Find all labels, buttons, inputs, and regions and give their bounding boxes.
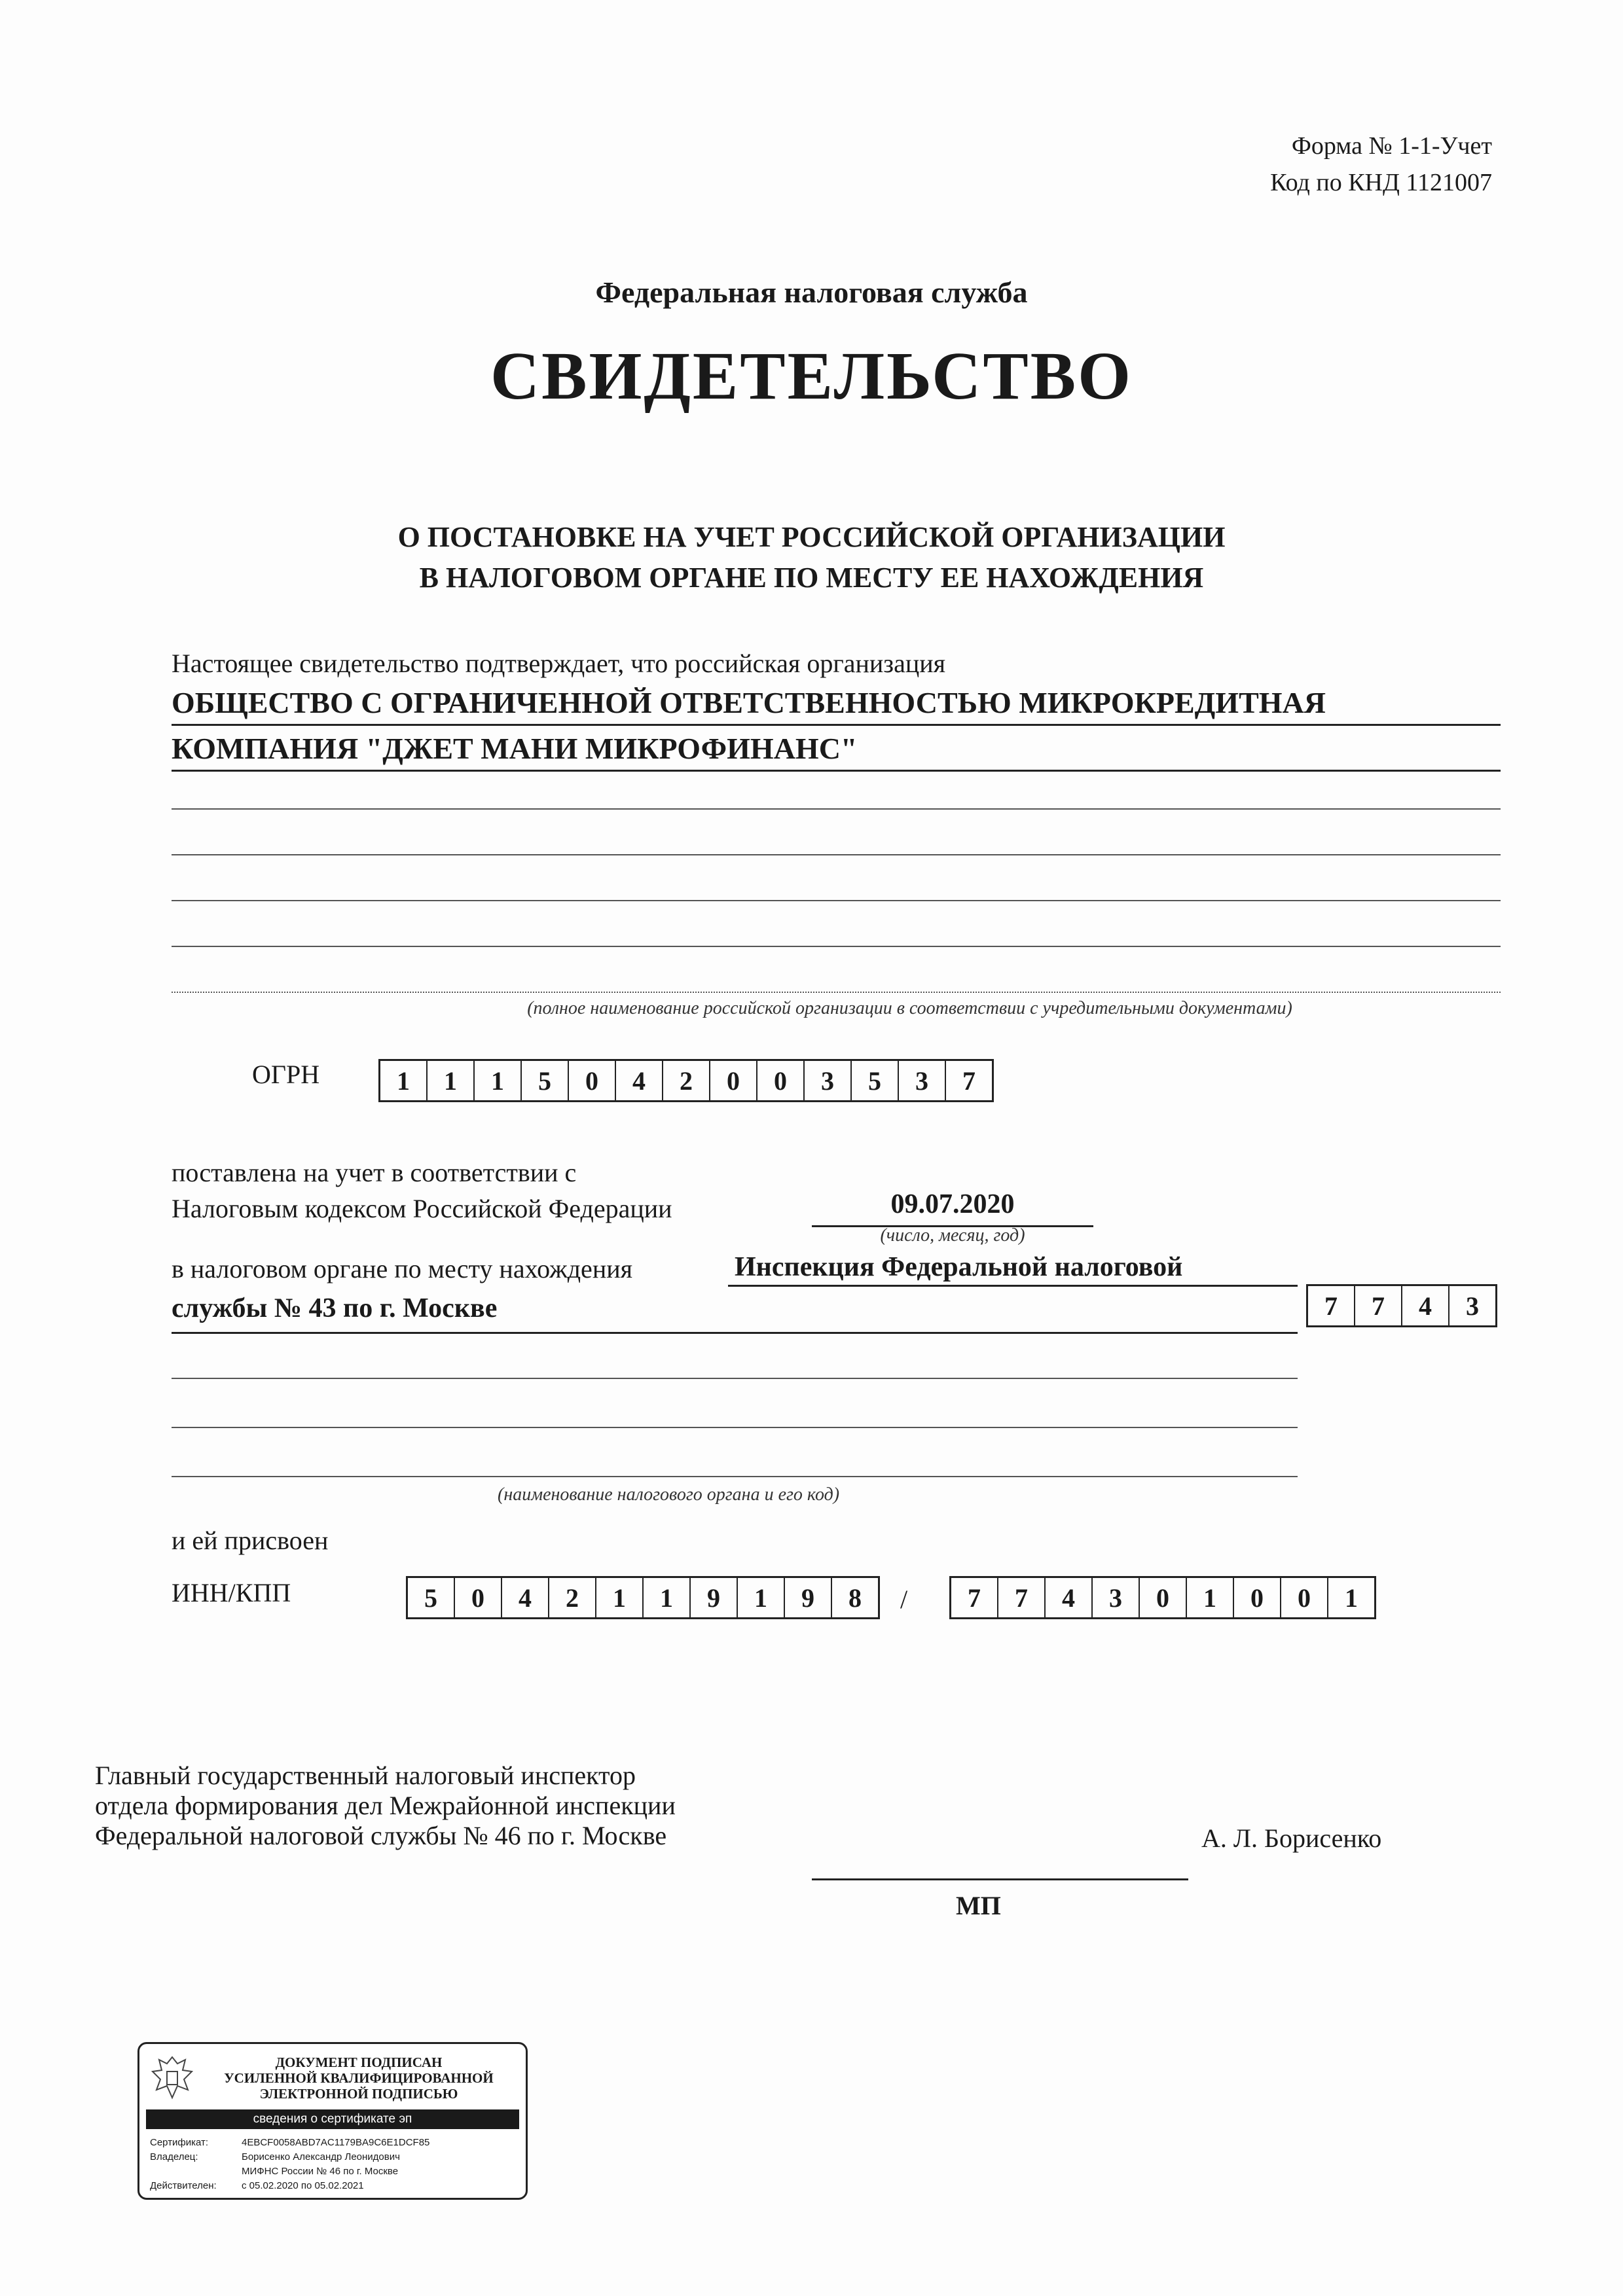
- ogrn-label: ОГРН: [252, 1060, 320, 1089]
- org-name-line-2: [172, 726, 1501, 772]
- subtitle-line-2: В НАЛОГОВОМ ОРГАНЕ ПО МЕСТУ ЕЕ НАХОЖДЕНИЯ: [419, 562, 1204, 594]
- stamp-heading-3: ЭЛЕКТРОННОЙ ПОДПИСЬЮ: [259, 2086, 458, 2102]
- digit-cell: 2: [663, 1061, 710, 1100]
- authority-caption: (наименование налогового органа и его код): [498, 1484, 840, 1505]
- signature-line: [812, 1878, 1188, 1880]
- cert-label: Сертификат:: [150, 2137, 209, 2148]
- blank-line: [172, 808, 1501, 810]
- signatory-line-2: отдела формирования дел Межрайонной инспекции: [95, 1791, 676, 1820]
- digit-cell: 2: [549, 1578, 596, 1617]
- digit-cell: 1: [1345, 1583, 1358, 1613]
- digit-cell: 5: [522, 1061, 569, 1100]
- blank-line: [172, 900, 1501, 901]
- digit-cell: 9: [691, 1578, 738, 1617]
- org-name-text-1: ОБЩЕСТВО С ОГРАНИЧЕННОЙ ОТВЕТСТВЕННОСТЬЮ МИКРОКРЕДИТНАЯ: [172, 686, 1326, 719]
- valid-value: с 05.02.2020 по 05.02.2021: [242, 2180, 364, 2191]
- inn-kpp-label: ИНН/КПП: [172, 1578, 291, 1607]
- blank-line: [172, 1378, 1298, 1379]
- digit-cell: 3: [805, 1061, 852, 1100]
- signatory-line-1: Главный государственный налоговый инспектор: [95, 1761, 636, 1790]
- stamp-heading: [202, 2054, 516, 2102]
- digit-cell: 4: [1046, 1578, 1093, 1617]
- authority-code-cells: [1306, 1284, 1497, 1327]
- digit-cell: 9: [785, 1578, 832, 1617]
- signatory-line-3: Федеральной налоговой службы № 46 по г. Москве: [95, 1821, 667, 1850]
- digit-cell: 0: [1140, 1578, 1187, 1617]
- digit-cell: 1: [738, 1578, 785, 1617]
- stamp-heading-1: ДОКУМЕНТ ПОДПИСАН: [275, 2054, 443, 2070]
- digit-cell: 0: [710, 1061, 757, 1100]
- blank-line: [172, 1476, 1298, 1477]
- digit-cell: 0: [569, 1061, 616, 1100]
- digit-cell: 0: [455, 1578, 502, 1617]
- digit-cell: 1: [428, 1061, 475, 1100]
- cert-value: 4EBCF0058ABD7AC1179BA9C6E1DCF85: [242, 2137, 430, 2148]
- org-name-text-2: КОМПАНИЯ "ДЖЕТ МАНИ МИКРОФИНАНС": [172, 732, 858, 765]
- authority-name-1: Инспекция Федеральной налоговой: [728, 1251, 1298, 1287]
- blank-line: [172, 1427, 1298, 1428]
- service-name: Федеральная налоговая служба: [595, 276, 1028, 309]
- digit-cell: 1: [644, 1578, 691, 1617]
- digit-cell: 7: [951, 1578, 998, 1617]
- document-subtitle: [0, 517, 1623, 598]
- digit-cell: 3: [1466, 1291, 1479, 1321]
- inn-cells: [406, 1576, 880, 1619]
- form-number: Форма № 1-1-Учет: [1291, 132, 1492, 160]
- digit-cell: 4: [1402, 1286, 1450, 1325]
- digit-cell: 7: [998, 1578, 1046, 1617]
- digit-cell: 5: [852, 1061, 899, 1100]
- digit-cell: 5: [408, 1578, 455, 1617]
- knd-code: Код по КНД 1121007: [1270, 169, 1492, 196]
- digit-cell: 0: [1281, 1578, 1328, 1617]
- owner-value: Борисенко Александр Леонидович: [242, 2151, 400, 2162]
- form-code-block: [1270, 128, 1492, 201]
- inn-kpp-separator: /: [900, 1585, 908, 1614]
- kpp-cells: [949, 1576, 1376, 1619]
- digit-cell: 3: [1093, 1578, 1140, 1617]
- digit-cell: 1: [596, 1578, 644, 1617]
- authority-name-2: службы № 43 по г. Москве: [172, 1293, 1298, 1334]
- org-name-caption: (полное наименование российской организации в соответствии с учредительными документами): [527, 998, 1292, 1018]
- signatory-name: А. Л. Борисенко: [1201, 1823, 1382, 1853]
- digit-cell: 8: [848, 1583, 862, 1613]
- seal-place: МП: [956, 1891, 1001, 1920]
- digit-cell: 7: [1308, 1286, 1355, 1325]
- digit-cell: 4: [502, 1578, 549, 1617]
- digit-cell: 7: [962, 1066, 976, 1096]
- ogrn-cells: [378, 1059, 994, 1102]
- registration-date: 09.07.2020: [812, 1189, 1093, 1227]
- document-title: СВИДЕТЕЛЬСТВО: [490, 338, 1133, 414]
- digit-cell: 1: [380, 1061, 428, 1100]
- registration-text-1: поставлена на учет в соответствии с: [172, 1158, 577, 1187]
- stamp-heading-2: УСИЛЕННОЙ КВАЛИФИЦИРОВАННОЙ: [224, 2070, 494, 2086]
- registration-text-2: Налоговым кодексом Российской Федерации: [172, 1194, 672, 1223]
- coat-of-arms-icon: [146, 2052, 198, 2104]
- authority-label: в налоговом органе по месту нахождения: [172, 1254, 633, 1283]
- org-name-line-1: [172, 681, 1501, 726]
- assigned-label: и ей присвоен: [172, 1526, 329, 1555]
- signatory-position: [95, 1761, 676, 1851]
- valid-label: Действителен:: [150, 2180, 217, 2191]
- stamp-bar: сведения о сертификате эп: [146, 2109, 519, 2129]
- intro-text: Настоящее свидетельство подтверждает, что российская организация: [172, 649, 946, 678]
- digit-cell: 4: [616, 1061, 663, 1100]
- stamp-details: [150, 2136, 429, 2193]
- org-value: МИФНС России № 46 по г. Москве: [242, 2166, 399, 2177]
- owner-label: Владелец:: [150, 2151, 198, 2162]
- digit-cell: 1: [475, 1061, 522, 1100]
- date-caption: (число, месяц, год): [880, 1225, 1025, 1246]
- e-signature-stamp: [137, 2042, 528, 2200]
- blank-line: [172, 946, 1501, 947]
- blank-line: [172, 854, 1501, 855]
- digit-cell: 7: [1355, 1286, 1402, 1325]
- digit-cell: 1: [1187, 1578, 1234, 1617]
- digit-cell: 0: [1234, 1578, 1281, 1617]
- subtitle-line-1: О ПОСТАНОВКЕ НА УЧЕТ РОССИЙСКОЙ ОРГАНИЗАЦИИ: [397, 521, 1226, 553]
- blank-line: [172, 992, 1501, 993]
- digit-cell: 3: [899, 1061, 946, 1100]
- digit-cell: 0: [757, 1061, 805, 1100]
